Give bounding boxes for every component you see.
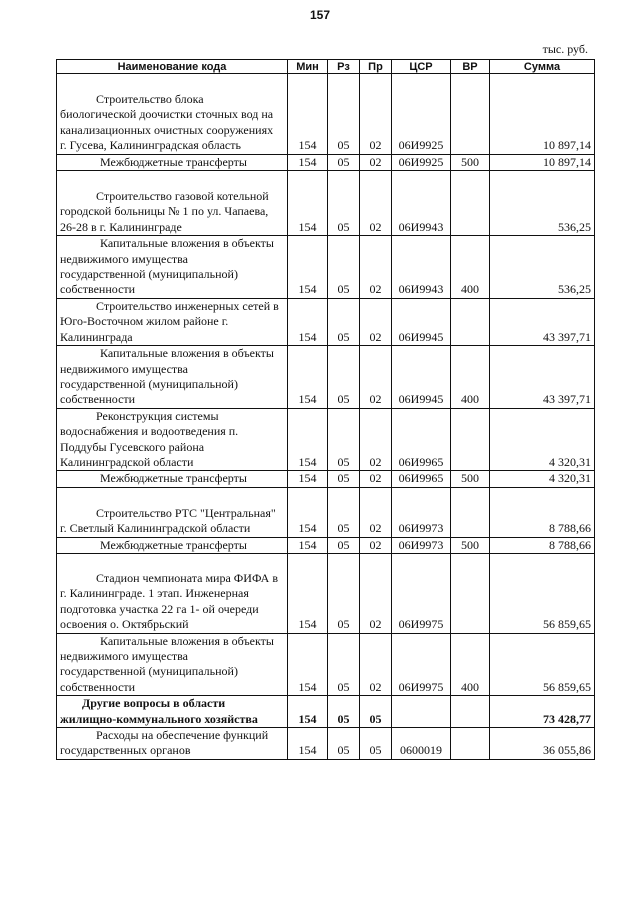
row-name-line: канализационных очистных сооружениях [60,122,274,137]
table-row [57,408,595,471]
row-vr-cell [451,553,490,633]
row-vr-cell [451,696,490,728]
row-name-cell [57,471,288,487]
row-csr-cell: 06И9945 [392,346,451,409]
row-pr-cell: 02 [360,346,392,409]
row-sum-cell: 36 055,86 [490,728,595,760]
row-rz-cell: 05 [328,728,360,760]
row-pr-cell: 02 [360,553,392,633]
header-pr: Пр [360,60,392,74]
table-row [57,696,595,728]
header-sum: Сумма [490,60,595,74]
row-vr-cell: 500 [451,154,490,170]
row-min-cell: 154 [288,74,328,155]
row-name-line: 26-28 в г. Калининграде [60,219,182,234]
table-row [57,537,595,553]
row-rz-cell: 05 [328,346,360,409]
row-name-cell [57,633,288,696]
row-csr-cell: 06И9965 [392,408,451,471]
row-name-cell [57,696,288,728]
row-name-line: биологической доочистки сточных вод на [60,107,274,122]
row-sum-cell: 536,25 [490,236,595,299]
row-name-line: Стадион чемпионата мира ФИФА в [96,570,279,585]
budget-table [56,59,595,760]
table-header-row [57,60,595,74]
row-name-line: г. Гусева, Калининградская область [60,138,241,153]
table-row [57,236,595,299]
row-name-line: собственности [60,282,136,297]
row-sum-cell: 8 788,66 [490,487,595,537]
row-min-cell: 154 [288,171,328,236]
row-sum-cell: 73 428,77 [490,696,595,728]
row-min-cell: 154 [288,728,328,760]
row-name-line: собственности [60,679,136,694]
row-csr-cell [392,696,451,728]
row-vr-cell [451,487,490,537]
row-name-line: Калининграда [60,329,133,344]
row-name-cell [57,408,288,471]
row-rz-cell: 05 [328,487,360,537]
row-name-cell [57,74,288,155]
header-vr: ВР [451,60,490,74]
row-rz-cell: 05 [328,74,360,155]
row-min-cell: 154 [288,633,328,696]
row-min-cell: 154 [288,553,328,633]
units-label: тыс. руб. [542,42,588,56]
table-row [57,471,595,487]
row-csr-cell: 06И9925 [392,74,451,155]
row-sum-cell: 8 788,66 [490,537,595,553]
row-name-line: Капитальные вложения в объекты [100,633,274,648]
row-vr-cell [451,298,490,345]
row-min-cell: 154 [288,408,328,471]
row-pr-cell: 02 [360,298,392,345]
row-pr-cell: 02 [360,471,392,487]
row-name-line: Калининградской области [60,454,194,469]
row-name-line: Строительство блока [96,92,204,106]
header-name: Наименование кода [57,60,288,74]
row-pr-cell: 05 [360,728,392,760]
row-name-cell [57,487,288,537]
row-name-line: Межбюджетные трансферты [100,471,247,486]
row-min-cell: 154 [288,236,328,299]
row-csr-cell: 06И9975 [392,633,451,696]
table-row [57,346,595,409]
row-name-line: Межбюджетные трансферты [100,154,247,169]
row-csr-cell: 06И9965 [392,471,451,487]
row-min-cell: 154 [288,487,328,537]
row-min-cell: 154 [288,696,328,728]
row-min-cell: 154 [288,471,328,487]
row-name-line: городской больницы № 1 по ул. Чапаева, [60,204,269,219]
row-pr-cell: 02 [360,171,392,236]
row-rz-cell: 05 [328,553,360,633]
row-sum-cell: 10 897,14 [490,154,595,170]
row-name-line: государственной (муниципальной) [60,664,238,679]
header-min: Мин [288,60,328,74]
table-row [57,154,595,170]
table-row [57,298,595,345]
row-name-line: водоснабжения и водоотведения п. [60,424,239,439]
table-row [57,74,595,155]
row-sum-cell: 4 320,31 [490,471,595,487]
row-vr-cell [451,728,490,760]
row-name-line: недвижимого имущества [60,251,188,266]
row-name-line: Строительство инженерных сетей в [96,298,279,313]
row-rz-cell: 05 [328,633,360,696]
row-name-line: жилищно-коммунального хозяйства [60,711,258,726]
row-name-cell [57,346,288,409]
row-name-line: подготовка участка 22 га 1- ой очереди [60,601,259,616]
row-name-line: собственности [60,392,136,407]
row-name-line: г. Калининграде. 1 этап. Инженерная [60,586,249,601]
header-csr: ЦСР [392,60,451,74]
row-name-line: Строительство газовой котельной [96,189,269,204]
row-name-line: государственной (муниципальной) [60,376,238,391]
row-pr-cell: 02 [360,487,392,537]
row-rz-cell: 05 [328,408,360,471]
table-row [57,171,595,236]
row-rz-cell: 05 [328,471,360,487]
row-name-line: Поддубы Гусевского района [60,439,205,454]
row-name-line: г. Светлый Калининградской области [60,521,251,536]
row-name-cell [57,298,288,345]
row-name-line: Юго-Восточном жилом районе г. [60,314,229,329]
row-name-line: недвижимого имущества [60,361,188,376]
row-vr-cell: 400 [451,633,490,696]
row-sum-cell: 43 397,71 [490,346,595,409]
row-pr-cell: 02 [360,236,392,299]
row-pr-cell: 05 [360,696,392,728]
table-row [57,487,595,537]
row-csr-cell: 06И9943 [392,171,451,236]
row-rz-cell: 05 [328,236,360,299]
row-name-line: освоения о. Октябрьский [60,617,189,632]
row-min-cell: 154 [288,346,328,409]
row-rz-cell: 05 [328,537,360,553]
row-pr-cell: 02 [360,633,392,696]
row-csr-cell: 06И9945 [392,298,451,345]
row-name-cell [57,154,288,170]
page-number: 157 [309,8,331,22]
row-name-line: Строительство РТС "Центральная" [96,505,276,520]
row-csr-cell: 0600019 [392,728,451,760]
row-min-cell: 154 [288,298,328,345]
row-sum-cell: 56 859,65 [490,633,595,696]
row-vr-cell: 400 [451,346,490,409]
table-row [57,633,595,696]
table-row [57,553,595,633]
row-min-cell: 154 [288,537,328,553]
row-rz-cell: 05 [328,298,360,345]
row-vr-cell: 500 [451,537,490,553]
row-sum-cell: 4 320,31 [490,408,595,471]
header-rz: Рз [328,60,360,74]
row-name-cell [57,537,288,553]
row-name-cell [57,728,288,760]
row-rz-cell: 05 [328,154,360,170]
row-csr-cell: 06И9973 [392,537,451,553]
row-pr-cell: 02 [360,537,392,553]
row-name-line: Капитальные вложения в объекты [100,346,274,361]
row-csr-cell: 06И9925 [392,154,451,170]
row-pr-cell: 02 [360,154,392,170]
table-row [57,728,595,760]
row-csr-cell: 06И9973 [392,487,451,537]
row-name-line: Расходы на обеспечение функций [96,728,269,743]
row-sum-cell: 536,25 [490,171,595,236]
row-name-line: Капитальные вложения в объекты [100,236,274,251]
row-csr-cell: 06И9975 [392,553,451,633]
row-vr-cell: 400 [451,236,490,299]
row-sum-cell: 43 397,71 [490,298,595,345]
row-vr-cell [451,74,490,155]
table-body [57,74,595,760]
row-name-line: Реконструкция системы [96,408,219,423]
row-min-cell: 154 [288,154,328,170]
row-sum-cell: 56 859,65 [490,553,595,633]
row-name-cell [57,171,288,236]
row-name-cell [57,553,288,633]
row-vr-cell [451,171,490,236]
row-sum-cell: 10 897,14 [490,74,595,155]
row-name-line: Межбюджетные трансферты [100,537,247,552]
row-name-line: Другие вопросы в области [82,696,226,711]
row-name-line: государственной (муниципальной) [60,267,238,282]
row-vr-cell: 500 [451,471,490,487]
row-pr-cell: 02 [360,74,392,155]
row-name-cell [57,236,288,299]
row-pr-cell: 02 [360,408,392,471]
row-csr-cell: 06И9943 [392,236,451,299]
row-vr-cell [451,408,490,471]
row-name-line: государственных органов [60,743,191,758]
row-name-line: недвижимого имущества [60,649,188,663]
row-rz-cell: 05 [328,696,360,728]
row-rz-cell: 05 [328,171,360,236]
